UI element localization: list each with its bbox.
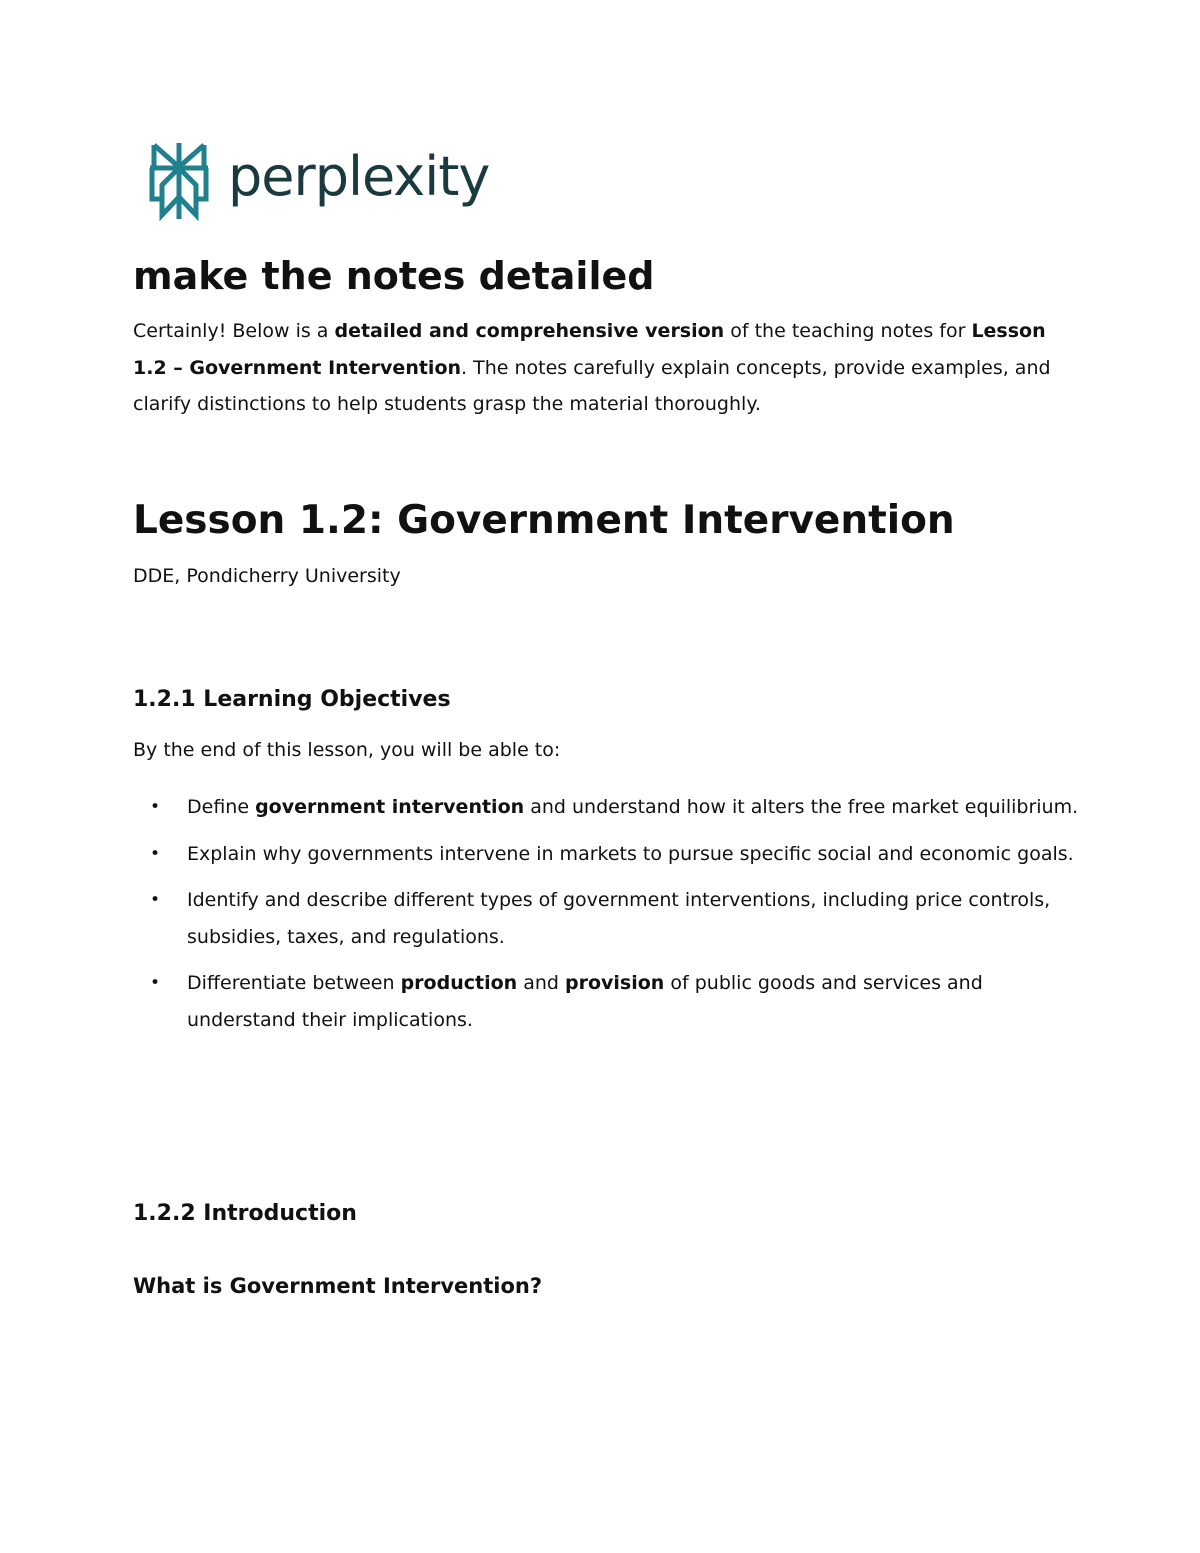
objective-text: and understand how it alters the free market equilibrium. <box>524 796 1079 818</box>
objectives-lead: By the end of this lesson, you will be able to: <box>133 739 561 761</box>
objective-bold: provision <box>565 972 665 994</box>
objective-text: Differentiate between <box>187 972 401 994</box>
objective-text: of public goods and services and understand their implications. <box>187 972 983 1031</box>
section-heading-learning-objectives: 1.2.1 Learning Objectives <box>133 687 451 712</box>
objective-text: Explain why governments intervene in markets to pursue specific social and economic goals. <box>187 842 1074 865</box>
bullet-icon: • <box>150 843 161 864</box>
intro-bold-2: Lesson 1.2 – Government Intervention <box>133 320 1046 379</box>
intro-paragraph <box>133 313 1083 423</box>
perplexity-wordmark: perplexity <box>228 145 490 208</box>
intro-text-1: Certainly! Below is a <box>133 320 335 342</box>
bullet-icon: • <box>150 973 161 993</box>
query-title: make the notes detailed <box>133 254 655 298</box>
lesson-subtitle: DDE, Pondicherry University <box>133 565 401 587</box>
lesson-title: Lesson 1.2: Government Intervention <box>133 498 955 543</box>
intro-text-2: of the teaching notes for <box>724 320 972 342</box>
perplexity-logo <box>146 140 489 222</box>
bullet-icon: • <box>150 890 161 910</box>
objective-bold: production <box>400 972 518 994</box>
list-item <box>133 965 1093 1038</box>
intro-bold-1: detailed and comprehensive version <box>334 320 725 342</box>
objective-text: Define <box>187 796 256 818</box>
subheading-what-is-government-intervention: What is Government Intervention? <box>133 1274 543 1298</box>
list-item <box>133 882 1093 955</box>
objectives-list <box>133 789 1093 1048</box>
list-item <box>133 789 1093 826</box>
bullet-icon: • <box>150 797 161 817</box>
section-heading-introduction: 1.2.2 Introduction <box>133 1201 357 1226</box>
perplexity-logo-icon <box>146 141 212 221</box>
objective-bold: government intervention <box>255 796 525 818</box>
objective-text: and <box>517 972 565 994</box>
list-item <box>133 836 1093 873</box>
intro-text-3: . The notes carefully explain concepts, provide examples, and clarify distinctions to help students grasp the material thoroughly. <box>133 356 1051 415</box>
objective-text: Identify and describe different types of government interventions, including price controls, subsidies, taxes, and regulations. <box>187 889 1051 948</box>
